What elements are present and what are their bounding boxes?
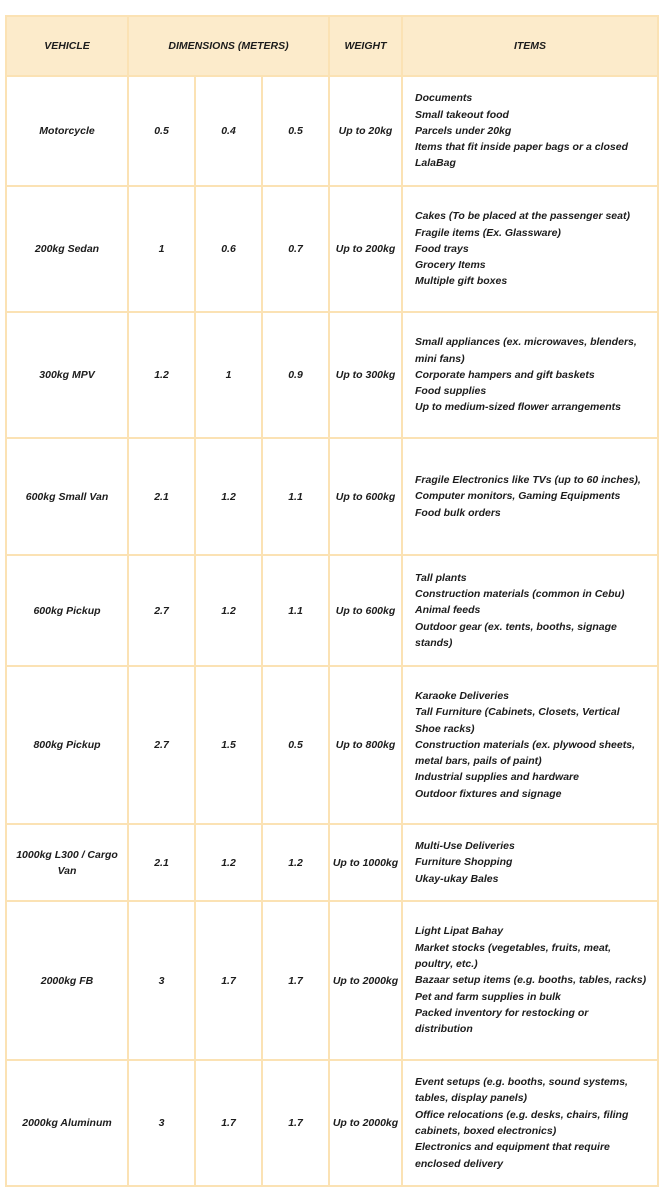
dimension-width-cell: 1.2 <box>195 555 262 666</box>
items-cell <box>402 186 658 312</box>
dimension-width-cell: 1.5 <box>195 666 262 824</box>
dimension-length-cell: 3 <box>128 1060 195 1186</box>
items-cell <box>402 438 658 555</box>
dimension-height-cell: 1.7 <box>262 1060 329 1186</box>
item-line: Outdoor fixtures and signage <box>415 787 562 800</box>
weight-cell: Up to 20kg <box>329 76 402 186</box>
item-line: Small takeout food <box>415 108 509 121</box>
item-line: Bazaar setup items (e.g. booths, tables, racks) <box>415 974 647 987</box>
dimension-height-cell: 1.1 <box>262 555 329 666</box>
item-line: Pet and farm supplies in bulk <box>415 990 561 1003</box>
table-header <box>6 16 658 76</box>
item-line: Market stocks (vegetables, fruits, meat, poultry, etc.) <box>415 941 612 971</box>
item-line: Food supplies <box>415 385 487 398</box>
dimension-length-cell: 1 <box>128 186 195 312</box>
item-line: Fragile Electronics like TVs (up to 60 inches), Computer monitors, Gaming Equipments <box>415 474 641 503</box>
items-cell <box>402 901 658 1060</box>
vehicle-cell: Motorcycle <box>6 76 128 186</box>
dimension-height-cell: 1.2 <box>262 824 329 901</box>
vehicle-cell: 800kg Pickup <box>6 666 128 824</box>
dimension-length-cell: 2.1 <box>128 824 195 901</box>
weight-cell: Up to 600kg <box>329 555 402 666</box>
table-body <box>6 76 658 1186</box>
vehicle-table <box>5 15 659 1187</box>
dimension-length-cell: 1.2 <box>128 312 195 438</box>
dimension-width-cell: 0.4 <box>195 76 262 186</box>
table-row <box>6 901 658 1060</box>
items-cell <box>402 312 658 438</box>
dimension-width-cell: 1.7 <box>195 901 262 1060</box>
table-row <box>6 1060 658 1186</box>
vehicle-cell: 600kg Pickup <box>6 555 128 666</box>
header-weight: WEIGHT <box>329 16 402 76</box>
dimension-height-cell: 1.7 <box>262 901 329 1060</box>
weight-cell: Up to 2000kg <box>329 1060 402 1186</box>
item-line: Office relocations (e.g. desks, chairs, filing cabinets, boxed electronics) <box>415 1108 629 1137</box>
item-line: Light Lipat Bahay <box>415 925 504 938</box>
item-line: Grocery Items <box>415 259 486 272</box>
item-line: Fragile items (Ex. Glassware) <box>415 226 561 239</box>
vehicle-cell: 600kg Small Van <box>6 438 128 555</box>
item-line: Documents <box>415 92 473 105</box>
dimension-height-cell: 0.9 <box>262 312 329 438</box>
item-line: Karaoke Deliveries <box>415 689 509 702</box>
table-row <box>6 824 658 901</box>
header-dimensions: DIMENSIONS (METERS) <box>128 16 329 76</box>
items-cell <box>402 1060 658 1186</box>
dimension-width-cell: 1 <box>195 312 262 438</box>
item-line: Ukay-ukay Bales <box>415 872 499 885</box>
item-line: Cakes (To be placed at the passenger seat) <box>415 210 630 223</box>
dimension-height-cell: 0.5 <box>262 666 329 824</box>
vehicle-cell: 1000kg L300 / Cargo Van <box>6 824 128 901</box>
dimension-length-cell: 2.7 <box>128 555 195 666</box>
table-row <box>6 312 658 438</box>
dimension-height-cell: 1.1 <box>262 438 329 555</box>
dimension-width-cell: 1.2 <box>195 438 262 555</box>
item-line: Industrial supplies and hardware <box>415 771 579 784</box>
dimension-height-cell: 0.7 <box>262 186 329 312</box>
items-cell <box>402 76 658 186</box>
dimension-width-cell: 0.6 <box>195 186 262 312</box>
vehicle-table-container <box>5 15 657 1187</box>
vehicle-cell: 300kg MPV <box>6 312 128 438</box>
item-line: Electronics and equipment that require enclosed delivery <box>415 1141 610 1170</box>
item-line: Construction materials (common in Cebu) <box>415 588 625 601</box>
item-line: Corporate hampers and gift baskets <box>415 368 595 381</box>
vehicle-cell: 200kg Sedan <box>6 186 128 312</box>
item-line: Multiple gift boxes <box>415 275 508 288</box>
dimension-height-cell: 0.5 <box>262 76 329 186</box>
dimension-width-cell: 1.2 <box>195 824 262 901</box>
item-line: Animal feeds <box>415 604 481 617</box>
item-line: Tall plants <box>415 571 467 584</box>
dimension-width-cell: 1.7 <box>195 1060 262 1186</box>
item-line: Construction materials (ex. plywood sheets, metal bars, pails of paint) <box>415 738 635 768</box>
header-items: ITEMS <box>402 16 658 76</box>
items-cell <box>402 555 658 666</box>
item-line: Furniture Shopping <box>415 856 513 869</box>
item-line: Outdoor gear (ex. tents, booths, signage stands) <box>415 620 617 649</box>
table-row <box>6 186 658 312</box>
item-line: Items that fit inside paper bags or a closed LalaBag <box>415 141 628 170</box>
item-line: Small appliances (ex. microwaves, blenders, mini fans) <box>415 336 637 365</box>
weight-cell: Up to 2000kg <box>329 901 402 1060</box>
vehicle-cell: 2000kg Aluminum <box>6 1060 128 1186</box>
dimension-length-cell: 2.7 <box>128 666 195 824</box>
item-line: Parcels under 20kg <box>415 124 512 137</box>
weight-cell: Up to 600kg <box>329 438 402 555</box>
weight-cell: Up to 1000kg <box>329 824 402 901</box>
table-row <box>6 438 658 555</box>
dimension-length-cell: 0.5 <box>128 76 195 186</box>
items-cell <box>402 824 658 901</box>
item-line: Multi-Use Deliveries <box>415 840 515 853</box>
item-line: Packed inventory for restocking or distribution <box>415 1006 589 1036</box>
dimension-length-cell: 3 <box>128 901 195 1060</box>
header-vehicle: VEHICLE <box>6 16 128 76</box>
item-line: Event setups (e.g. booths, sound systems, tables, display panels) <box>415 1076 628 1105</box>
weight-cell: Up to 300kg <box>329 312 402 438</box>
table-row <box>6 666 658 824</box>
weight-cell: Up to 200kg <box>329 186 402 312</box>
table-row <box>6 555 658 666</box>
items-cell <box>402 666 658 824</box>
item-line: Food trays <box>415 242 469 255</box>
item-line: Up to medium-sized flower arrangements <box>415 401 621 414</box>
item-line: Food bulk orders <box>415 506 501 519</box>
vehicle-cell: 2000kg FB <box>6 901 128 1060</box>
weight-cell: Up to 800kg <box>329 666 402 824</box>
table-row <box>6 76 658 186</box>
item-line: Tall Furniture (Cabinets, Closets, Vertical Shoe racks) <box>415 706 620 735</box>
dimension-length-cell: 2.1 <box>128 438 195 555</box>
